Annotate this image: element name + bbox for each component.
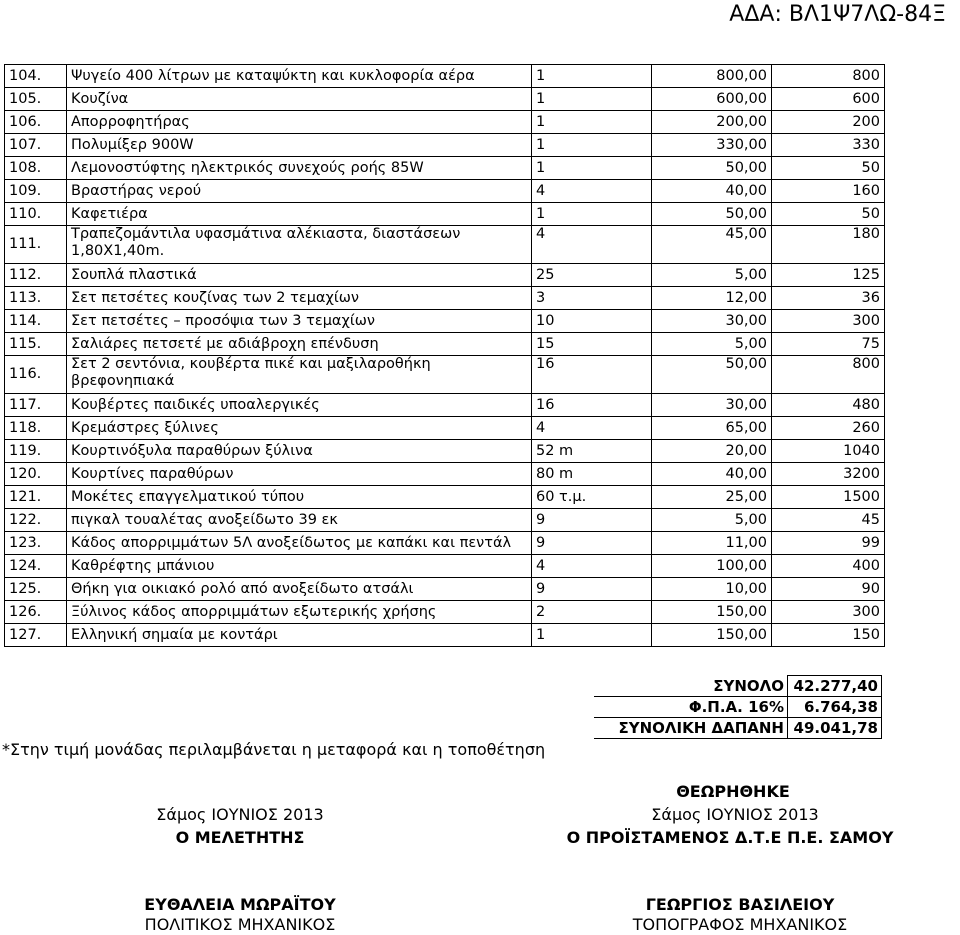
item-number: 105. — [5, 88, 67, 111]
item-total: 1500 — [772, 486, 885, 509]
table-row — [5, 157, 885, 180]
items-table — [4, 64, 885, 647]
item-unit-price: 150,00 — [652, 624, 772, 647]
item-number: 121. — [5, 486, 67, 509]
right-signer-title: ΤΟΠΟΓΡΑΦΟΣ ΜΗΧΑΝΙΚΟΣ — [632, 915, 848, 934]
item-number: 123. — [5, 532, 67, 555]
vat-label: Φ.Π.Α. 16% — [594, 697, 788, 718]
item-unit-price: 600,00 — [652, 88, 772, 111]
table-row — [5, 394, 885, 417]
summary-table — [594, 675, 882, 739]
table-row — [5, 532, 885, 555]
item-total: 480 — [772, 394, 885, 417]
item-number: 120. — [5, 463, 67, 486]
item-number: 116. — [5, 356, 67, 394]
item-description: Ψυγείο 400 λίτρων με καταψύκτη και κυκλοφορία αέρα — [67, 65, 532, 88]
table-row — [5, 88, 885, 111]
item-unit-price: 5,00 — [652, 333, 772, 356]
item-total: 150 — [772, 624, 885, 647]
item-quantity: 52 m — [532, 440, 652, 463]
item-description: Ξύλινος κάδος απορριμμάτων εξωτερικής χρήσης — [67, 601, 532, 624]
item-total: 300 — [772, 310, 885, 333]
item-description: Σετ 2 σεντόνια, κουβέρτα πικέ και μαξιλαροθήκη βρεφονηπιακά — [67, 356, 532, 394]
table-row — [5, 310, 885, 333]
item-description: Λεμονοστύφτης ηλεκτρικός συνεχούς ροής 85W — [67, 157, 532, 180]
item-quantity: 9 — [532, 509, 652, 532]
item-number: 125. — [5, 578, 67, 601]
item-quantity: 3 — [532, 287, 652, 310]
item-quantity: 1 — [532, 65, 652, 88]
item-total: 125 — [772, 264, 885, 287]
item-number: 107. — [5, 134, 67, 157]
item-description: Σουπλά πλαστικά — [67, 264, 532, 287]
item-description: Καφετιέρα — [67, 203, 532, 226]
item-unit-price: 40,00 — [652, 180, 772, 203]
item-unit-price: 800,00 — [652, 65, 772, 88]
item-description: Θήκη για οικιακό ρολό από ανοξείδωτο ατσάλι — [67, 578, 532, 601]
total-label: ΣΥΝΟΛΟ — [594, 676, 788, 697]
item-total: 50 — [772, 203, 885, 226]
table-row — [5, 111, 885, 134]
ada-code: ΑΔΑ: ΒΛ1Ψ7ΛΩ-84Ξ — [729, 2, 946, 27]
table-row — [5, 180, 885, 203]
item-description: Καθρέφτης μπάνιου — [67, 555, 532, 578]
table-row — [5, 440, 885, 463]
table-row — [5, 203, 885, 226]
summary-row-vat — [594, 697, 882, 718]
item-number: 124. — [5, 555, 67, 578]
item-unit-price: 20,00 — [652, 440, 772, 463]
item-quantity: 4 — [532, 226, 652, 264]
item-number: 117. — [5, 394, 67, 417]
item-unit-price: 65,00 — [652, 417, 772, 440]
item-total: 330 — [772, 134, 885, 157]
item-quantity: 25 — [532, 264, 652, 287]
table-row — [5, 264, 885, 287]
table-row — [5, 134, 885, 157]
item-quantity: 2 — [532, 601, 652, 624]
item-description: Κρεμάστρες ξύλινες — [67, 417, 532, 440]
item-number: 127. — [5, 624, 67, 647]
item-total: 50 — [772, 157, 885, 180]
seen-label: ΘΕΩΡΗΘΗΚΕ — [676, 782, 790, 801]
item-description: Βραστήρας νερού — [67, 180, 532, 203]
item-total: 75 — [772, 333, 885, 356]
item-quantity: 80 m — [532, 463, 652, 486]
item-total: 36 — [772, 287, 885, 310]
table-row — [5, 578, 885, 601]
item-unit-price: 10,00 — [652, 578, 772, 601]
item-quantity: 1 — [532, 157, 652, 180]
item-number: 122. — [5, 509, 67, 532]
item-description: Κάδος απορριμμάτων 5Λ ανοξείδωτος με καπάκι και πεντάλ — [67, 532, 532, 555]
item-quantity: 1 — [532, 203, 652, 226]
item-description: Απορροφητήρας — [67, 111, 532, 134]
item-description: πιγκαλ τουαλέτας ανοξείδωτο 39 εκ — [67, 509, 532, 532]
item-unit-price: 50,00 — [652, 203, 772, 226]
item-unit-price: 330,00 — [652, 134, 772, 157]
item-unit-price: 30,00 — [652, 310, 772, 333]
item-total: 400 — [772, 555, 885, 578]
item-quantity: 9 — [532, 532, 652, 555]
item-description: Τραπεζομάντιλα υφασμάτινα αλέκιαστα, διαστάσεων 1,80Χ1,40m. — [67, 226, 532, 264]
table-row — [5, 65, 885, 88]
item-number: 126. — [5, 601, 67, 624]
table-row — [5, 624, 885, 647]
right-place-date: Σάμος ΙΟΥΝΙΟΣ 2013 — [651, 805, 819, 824]
item-number: 115. — [5, 333, 67, 356]
item-quantity: 1 — [532, 134, 652, 157]
item-unit-price: 100,00 — [652, 555, 772, 578]
table-row — [5, 555, 885, 578]
item-description: Μοκέτες επαγγελματικού τύπου — [67, 486, 532, 509]
item-number: 109. — [5, 180, 67, 203]
item-total: 99 — [772, 532, 885, 555]
table-row — [5, 509, 885, 532]
item-unit-price: 50,00 — [652, 157, 772, 180]
right-signer-name: ΓΕΩΡΓΙΟΣ ΒΑΣΙΛΕΙΟΥ — [645, 895, 835, 914]
left-signer-title: ΠΟΛΙΤΙΚΟΣ ΜΗΧΑΝΙΚΟΣ — [144, 915, 336, 934]
item-number: 108. — [5, 157, 67, 180]
item-description: Σετ πετσέτες κουζίνας των 2 τεμαχίων — [67, 287, 532, 310]
grand-total-label: ΣΥΝΟΛΙΚΗ ΔΑΠΑΝΗ — [594, 718, 788, 739]
item-description: Σετ πετσέτες – προσόψια των 3 τεμαχίων — [67, 310, 532, 333]
item-quantity: 60 τ.μ. — [532, 486, 652, 509]
item-unit-price: 25,00 — [652, 486, 772, 509]
item-quantity: 10 — [532, 310, 652, 333]
summary-row-grand — [594, 718, 882, 739]
item-unit-price: 12,00 — [652, 287, 772, 310]
item-total: 3200 — [772, 463, 885, 486]
item-unit-price: 150,00 — [652, 601, 772, 624]
item-unit-price: 40,00 — [652, 463, 772, 486]
item-total: 1040 — [772, 440, 885, 463]
item-quantity: 1 — [532, 111, 652, 134]
item-unit-price: 30,00 — [652, 394, 772, 417]
left-signer-name: ΕΥΘΑΛΕΙΑ ΜΩΡΑΪΤΟΥ — [144, 895, 336, 914]
item-unit-price: 11,00 — [652, 532, 772, 555]
item-total: 300 — [772, 601, 885, 624]
item-quantity: 1 — [532, 624, 652, 647]
item-total: 90 — [772, 578, 885, 601]
item-number: 110. — [5, 203, 67, 226]
summary-row-total — [594, 676, 882, 697]
item-unit-price: 5,00 — [652, 509, 772, 532]
item-total: 600 — [772, 88, 885, 111]
item-number: 112. — [5, 264, 67, 287]
left-role: Ο ΜΕΛΕΤΗΤΗΣ — [175, 828, 305, 847]
table-row — [5, 463, 885, 486]
item-number: 111. — [5, 226, 67, 264]
item-total: 45 — [772, 509, 885, 532]
item-unit-price: 45,00 — [652, 226, 772, 264]
footnote: *Στην τιμή μονάδας περιλαμβάνεται η μεταφορά και η τοποθέτηση — [2, 740, 546, 759]
item-total: 260 — [772, 417, 885, 440]
item-quantity: 16 — [532, 394, 652, 417]
table-row — [5, 287, 885, 310]
item-number: 113. — [5, 287, 67, 310]
grand-total-value: 49.041,78 — [788, 718, 882, 739]
item-quantity: 4 — [532, 417, 652, 440]
item-quantity: 4 — [532, 180, 652, 203]
item-description: Κουρτίνες παραθύρων — [67, 463, 532, 486]
item-description: Κουβέρτες παιδικές υποαλεργικές — [67, 394, 532, 417]
item-quantity: 16 — [532, 356, 652, 394]
item-unit-price: 200,00 — [652, 111, 772, 134]
item-description: Ελληνική σημαία με κοντάρι — [67, 624, 532, 647]
item-unit-price: 5,00 — [652, 264, 772, 287]
item-quantity: 15 — [532, 333, 652, 356]
table-row — [5, 601, 885, 624]
item-quantity: 4 — [532, 555, 652, 578]
table-row — [5, 486, 885, 509]
item-total: 800 — [772, 356, 885, 394]
item-description: Σαλιάρες πετσετέ με αδιάβροχη επένδυση — [67, 333, 532, 356]
table-row — [5, 417, 885, 440]
item-description: Πολυμίξερ 900W — [67, 134, 532, 157]
item-total: 180 — [772, 226, 885, 264]
item-number: 118. — [5, 417, 67, 440]
item-unit-price: 50,00 — [652, 356, 772, 394]
left-place-date: Σάμος ΙΟΥΝΙΟΣ 2013 — [156, 805, 324, 824]
item-total: 200 — [772, 111, 885, 134]
vat-value: 6.764,38 — [788, 697, 882, 718]
right-role: Ο ΠΡΟΪΣΤΑΜΕΝΟΣ Δ.Τ.Ε Π.Ε. ΣΑΜΟΥ — [566, 828, 894, 847]
item-description: Κουρτινόξυλα παραθύρων ξύλινα — [67, 440, 532, 463]
table-row — [5, 333, 885, 356]
table-row — [5, 356, 885, 394]
item-number: 104. — [5, 65, 67, 88]
items-table-body — [5, 65, 885, 647]
item-number: 114. — [5, 310, 67, 333]
item-number: 106. — [5, 111, 67, 134]
item-total: 800 — [772, 65, 885, 88]
table-row — [5, 226, 885, 264]
total-value: 42.277,40 — [788, 676, 882, 697]
item-description: Κουζίνα — [67, 88, 532, 111]
item-quantity: 1 — [532, 88, 652, 111]
item-number: 119. — [5, 440, 67, 463]
item-total: 160 — [772, 180, 885, 203]
item-quantity: 9 — [532, 578, 652, 601]
